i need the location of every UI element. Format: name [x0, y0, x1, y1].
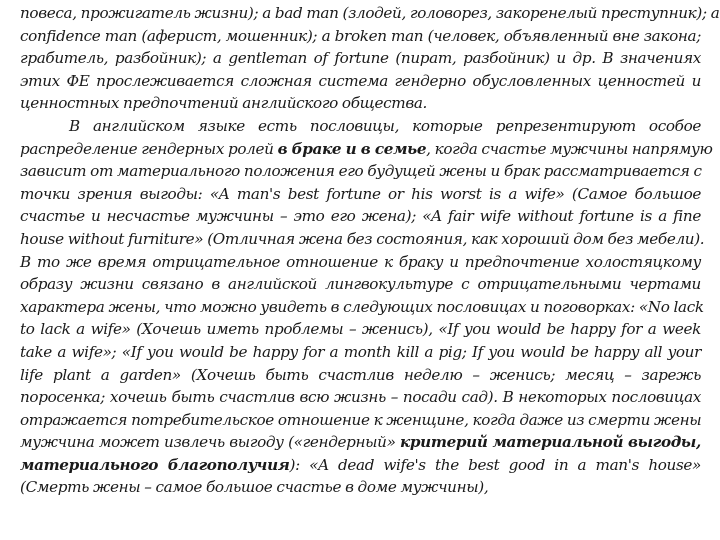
- bold-text-run: в браке и в семье: [277, 139, 427, 158]
- text-run: house without furniture» (Отличная жена без состояния, как хороший дом без мебели).: [20, 229, 705, 248]
- text-run: грабитель, разбойник); a gentleman of fortune (пират, разбойник) и др. В значениях: [20, 49, 701, 68]
- text-line: [20, 92, 701, 115]
- text-line: [20, 318, 701, 341]
- paragraph-2: [20, 115, 713, 499]
- text-run: В то же время отрицательное отношение к браку и предпочтение холостяцкому: [20, 252, 701, 271]
- bold-text-run: материального благополучия: [20, 455, 290, 474]
- text-run: отражается потребительское отношение к женщине, когда даже из смерти жены: [20, 410, 702, 429]
- bold-text-run: критерий материальной выгоды,: [399, 433, 701, 452]
- text-run: поросенка; хочешь быть счастлив всю жизнь – посади сад). В некоторых пословицах: [20, 388, 701, 407]
- text-line: [20, 386, 701, 409]
- text-line: [20, 47, 701, 70]
- text-line: [20, 454, 701, 477]
- text-line: [20, 25, 701, 48]
- text-line: [20, 476, 701, 499]
- text-run: повеса, прожигатель жизни); a bad man (злодей, головорез, закоренелый преступник); a: [20, 4, 720, 22]
- text-run: В английском языке есть пословицы, которые репрезентируют особое: [69, 116, 701, 135]
- text-line: [20, 160, 701, 183]
- text-line: [20, 183, 701, 206]
- text-run: ): «A dead wife's the best good in a man's house»: [289, 455, 701, 474]
- text-line: [20, 2, 720, 25]
- text-run: образу жизни связано в английской лингвокультуре с отрицательными чертами: [20, 275, 701, 294]
- text-run: точки зрения выгоды: «A man's best fortune or his worst is a wife» (Самое большое: [20, 184, 701, 203]
- text-run: take a wife»; «If you would be happy for a month kill a pig; If you would be happy all your: [20, 342, 701, 361]
- text-run: to lack a wife» (Хочешь иметь проблемы – женись), «If you would be happy for a week: [20, 320, 701, 339]
- text-run: (Смерть жены – самое большое счастье в доме мужчины),: [20, 478, 489, 497]
- text-line: [20, 273, 701, 296]
- paragraph-1: [20, 2, 720, 115]
- document-page: [20, 2, 720, 499]
- text-line: [20, 70, 701, 93]
- text-line: [20, 341, 701, 364]
- text-run: характера жены, что можно увидеть в следующих пословицах и поговорках: «No lack: [20, 297, 704, 316]
- text-line: [20, 205, 701, 228]
- text-line: [20, 409, 701, 432]
- text-run: мужчина может извлечь выгоду («гендерный»: [20, 433, 400, 452]
- text-run: life plant a garden» (Хочешь быть счастлив неделю – женись; месяц – зарежь: [20, 365, 701, 384]
- text-run: распределение гендерных ролей: [20, 139, 278, 158]
- text-run: счастье и несчастье мужчины – это его жена); «A fair wife without fortune is a fine: [20, 207, 701, 226]
- text-line: [20, 228, 705, 251]
- text-run: , когда счастье мужчины напрямую: [426, 139, 713, 158]
- text-run: этих ФЕ прослеживается сложная система гендерно обусловленных ценностей и: [20, 71, 701, 90]
- text-line: [20, 296, 704, 319]
- text-run: ценностных предпочтений английского общества.: [20, 94, 427, 113]
- text-line: [20, 364, 701, 387]
- text-line: [20, 138, 713, 161]
- text-line: [20, 251, 701, 274]
- text-run: confidence man (аферист, мошенник); a broken man (человек, объявленный вне закона;: [20, 26, 701, 45]
- text-line: [20, 431, 701, 454]
- text-run: зависит от материального положения его будущей жены и брак рассматривается с: [20, 162, 702, 181]
- text-line: [20, 115, 701, 138]
